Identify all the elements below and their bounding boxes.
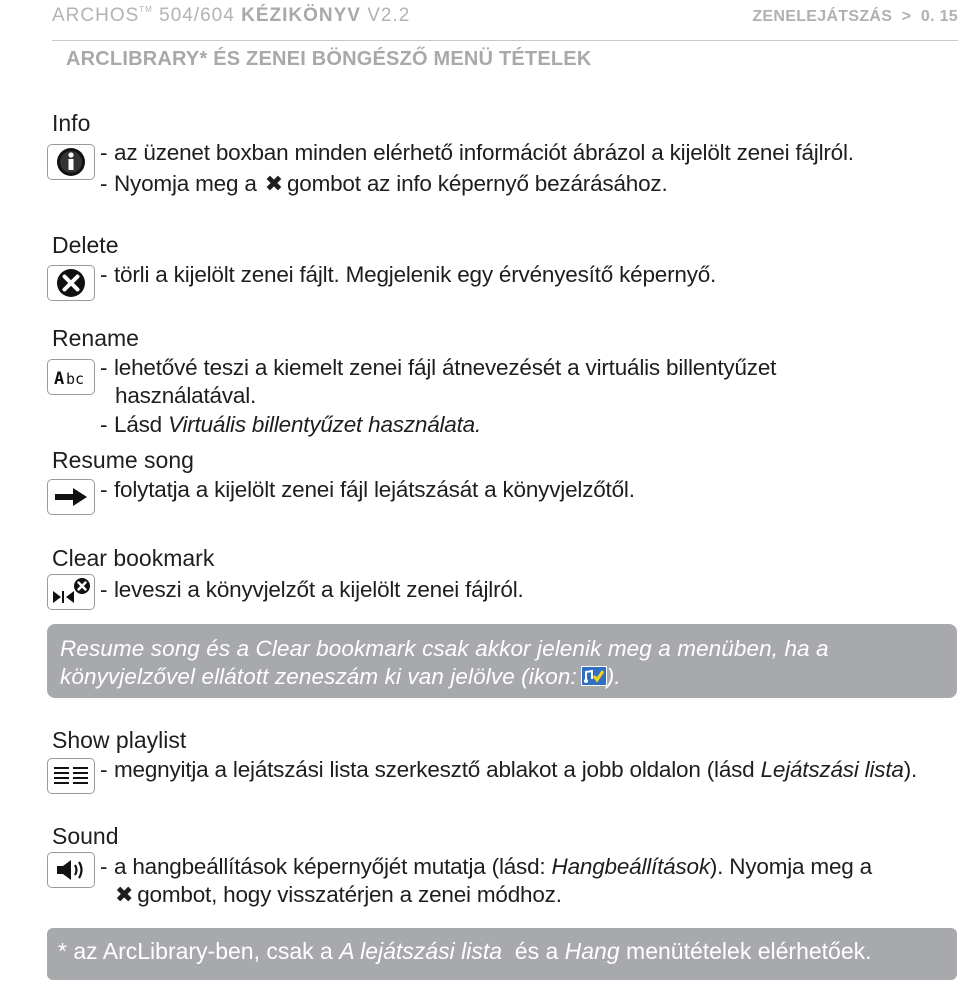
page-title: ARCLIBRARY* ÉS ZENEI BÖNGÉSZŐ MENÜ TÉTELEK (66, 48, 592, 70)
rename-icon (47, 359, 95, 395)
clear-bookmark-line-1: - leveszi a könyvjelzőt a kijelölt zenei fájlról. (100, 577, 524, 602)
virtual-keyboard-link[interactable]: Virtuális billentyűzet használata. (168, 412, 482, 437)
playlist-title: Show playlist (52, 727, 187, 753)
sound-menu-link[interactable]: Hang (564, 938, 620, 964)
header-section (752, 8, 958, 26)
playlist-menu-link[interactable]: A lejátszási lista (339, 938, 502, 964)
delete-icon (47, 265, 95, 301)
note-line-2: könyvjelzővel ellátott zeneszám ki van jelölve (ikon: ). (60, 664, 621, 689)
x-button-icon: ✖ (115, 882, 134, 907)
sound-settings-link[interactable]: Hangbeállítások (551, 854, 710, 879)
clear-bookmark-icon (47, 574, 95, 610)
playlist-line-1: - megnyitja a lejátszási lista szerkesztő ablakot a jobb oldalon (lásd Lejátszási lista). (100, 757, 918, 782)
delete-title: Delete (52, 232, 119, 258)
header-brand (52, 5, 410, 27)
rename-line-1b: használatával. (115, 383, 257, 408)
header-divider (52, 40, 958, 41)
version-label: V2.2 (367, 5, 411, 26)
info-icon (47, 144, 95, 180)
brand-name: ARCHOS (52, 5, 140, 26)
rename-title: Rename (52, 325, 139, 351)
model-name: 504/604 (159, 5, 235, 26)
clear-bookmark-title: Clear bookmark (52, 545, 215, 571)
info-title: Info (52, 110, 91, 136)
breadcrumb-separator: > (901, 8, 912, 25)
sound-title: Sound (52, 823, 119, 849)
trademark: TM (139, 5, 153, 14)
sound-line-1: - a hangbeállítások képernyőjét mutatja (lásd: Hangbeállítások). Nyomja meg a (100, 854, 872, 879)
svg-text:bc: bc (66, 370, 85, 388)
resume-title: Resume song (52, 447, 194, 473)
x-button-icon: ✖ (264, 171, 283, 196)
bookmark-music-icon (581, 666, 607, 686)
playlist-link[interactable]: Lejátszási lista (760, 757, 904, 782)
resume-line-1: - folytatja a kijelölt zenei fájl lejátszását a könyvjelzőtől. (100, 477, 635, 502)
page-number: 0. 15 (920, 8, 958, 25)
manual-label: KÉZIKÖNYV (241, 5, 361, 26)
delete-line-1: - törli a kijelölt zenei fájlt. Megjelenik egy érvényesítő képernyő. (100, 262, 717, 287)
resume-arrow-icon (47, 479, 95, 515)
info-line-1: - az üzenet boxban minden elérhető információt ábrázol a kijelölt zenei fájlról. (100, 140, 854, 165)
sound-icon (47, 852, 95, 888)
note-line-1: Resume song és a Clear bookmark csak akkor jelenik meg a menüben, ha a (60, 636, 829, 661)
sound-line-2: ✖ gombot, hogy visszatérjen a zenei módhoz. (115, 882, 562, 907)
svg-text:A: A (54, 369, 65, 389)
playlist-icon (47, 758, 95, 794)
footer-note: * az ArcLibrary-ben, csak a A lejátszási lista és a Hang menütételek elérhetőek. (58, 938, 872, 964)
section-name: ZENELEJÁTSZÁS (752, 8, 893, 25)
rename-line-2: - Lásd Virtuális billentyűzet használata. (100, 412, 482, 437)
rename-line-1: - lehetővé teszi a kiemelt zenei fájl átnevezését a virtuális billentyűzet (100, 355, 777, 380)
info-line-2: - Nyomja meg a ✖ gombot az info képernyő bezárásához. (100, 171, 668, 196)
